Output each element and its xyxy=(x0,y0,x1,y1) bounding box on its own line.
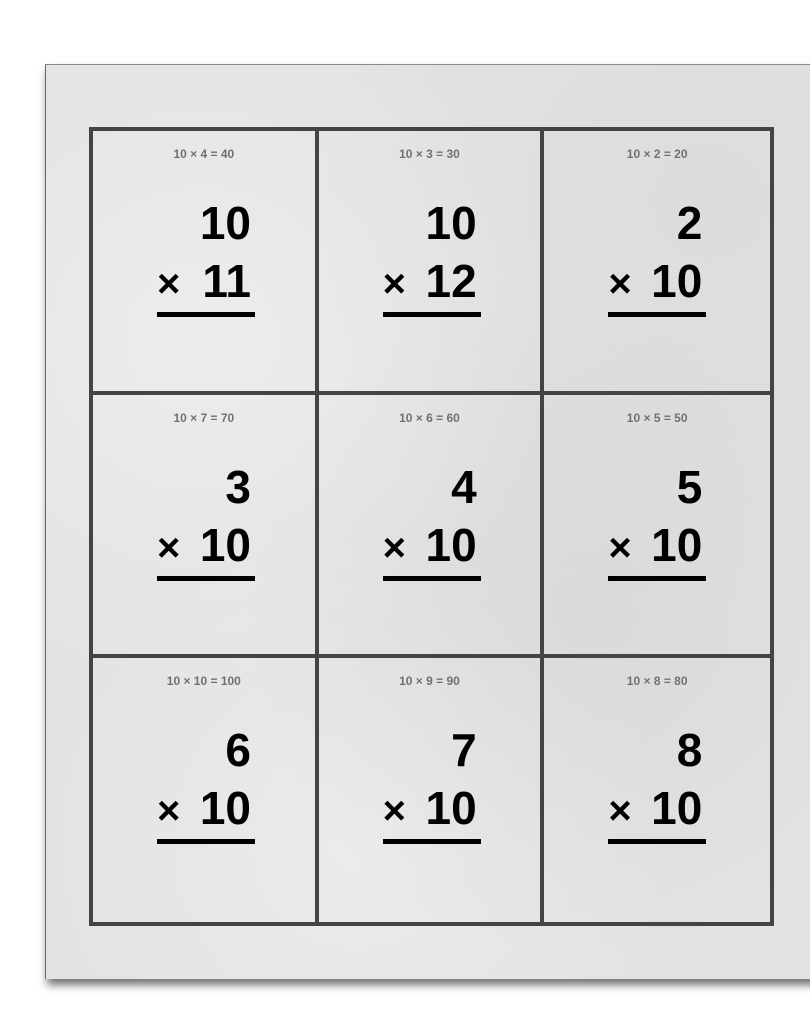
multiplication-problem xyxy=(383,457,481,581)
multiplier-line xyxy=(608,517,706,581)
multiplication-problem xyxy=(383,193,481,317)
multiplier: 10 xyxy=(199,518,251,571)
flashcard xyxy=(544,131,770,395)
multiplier: 11 xyxy=(202,255,251,307)
times-symbol: × xyxy=(157,262,181,306)
flashcard xyxy=(93,658,319,922)
multiplication-problem xyxy=(383,720,481,844)
flashcard xyxy=(544,395,770,659)
multiplicand: 5 xyxy=(676,460,703,513)
multiplication-problem xyxy=(157,720,255,844)
times-symbol: × xyxy=(157,789,181,834)
answer-key: 10 × 5 = 50 xyxy=(626,410,688,425)
multiplier-line xyxy=(157,780,255,844)
answer-key: 10 × 3 = 30 xyxy=(399,147,460,161)
flashcard xyxy=(93,131,319,395)
multiplier-line xyxy=(383,253,481,317)
answer-key: 10 × 7 = 70 xyxy=(173,410,235,425)
answer-key: 10 × 2 = 20 xyxy=(626,147,688,161)
multiplicand: 4 xyxy=(451,460,477,513)
times-symbol: × xyxy=(382,262,407,306)
multiplication-problem xyxy=(157,457,255,581)
times-symbol: × xyxy=(608,525,632,570)
answer-key: 10 × 8 = 80 xyxy=(626,674,688,689)
multiplier: 10 xyxy=(651,782,703,835)
multiplicand: 7 xyxy=(451,724,477,777)
flashcard-grid xyxy=(89,127,774,926)
answer-key: 10 × 4 = 40 xyxy=(173,147,235,161)
times-symbol: × xyxy=(382,789,407,834)
multiplication-problem xyxy=(157,193,255,317)
multiplier: 10 xyxy=(199,782,251,835)
times-symbol: × xyxy=(157,525,181,570)
multiplier-line xyxy=(157,517,255,581)
multiplier-line xyxy=(383,780,481,844)
multiplier: 10 xyxy=(651,518,703,571)
multiplication-problem xyxy=(608,720,706,844)
flashcard xyxy=(319,658,545,922)
multiplication-problem xyxy=(608,457,706,581)
multiplier: 12 xyxy=(425,255,477,307)
answer-key: 10 × 9 = 90 xyxy=(399,674,460,689)
multiplier-line xyxy=(608,780,706,844)
multiplicand: 3 xyxy=(225,460,251,513)
multiplicand: 2 xyxy=(676,197,703,249)
multiplier: 10 xyxy=(425,782,477,835)
multiplicand: 10 xyxy=(425,197,477,249)
multiplier-line xyxy=(608,253,706,317)
flashcard xyxy=(93,395,319,659)
flashcard xyxy=(319,131,545,395)
multiplier: 10 xyxy=(651,255,703,307)
multiplier-line xyxy=(157,253,255,317)
times-symbol: × xyxy=(608,262,632,306)
multiplier-line xyxy=(383,517,481,581)
flashcard xyxy=(544,658,770,922)
multiplicand: 6 xyxy=(225,724,251,777)
multiplicand: 10 xyxy=(199,197,251,249)
multiplier: 10 xyxy=(425,518,477,571)
flashcard xyxy=(319,395,545,659)
times-symbol: × xyxy=(382,525,407,570)
times-symbol: × xyxy=(608,789,632,834)
answer-key: 10 × 10 = 100 xyxy=(166,674,241,689)
multiplication-problem xyxy=(608,193,706,317)
answer-key: 10 × 6 = 60 xyxy=(399,410,460,425)
multiplicand: 8 xyxy=(676,724,703,777)
